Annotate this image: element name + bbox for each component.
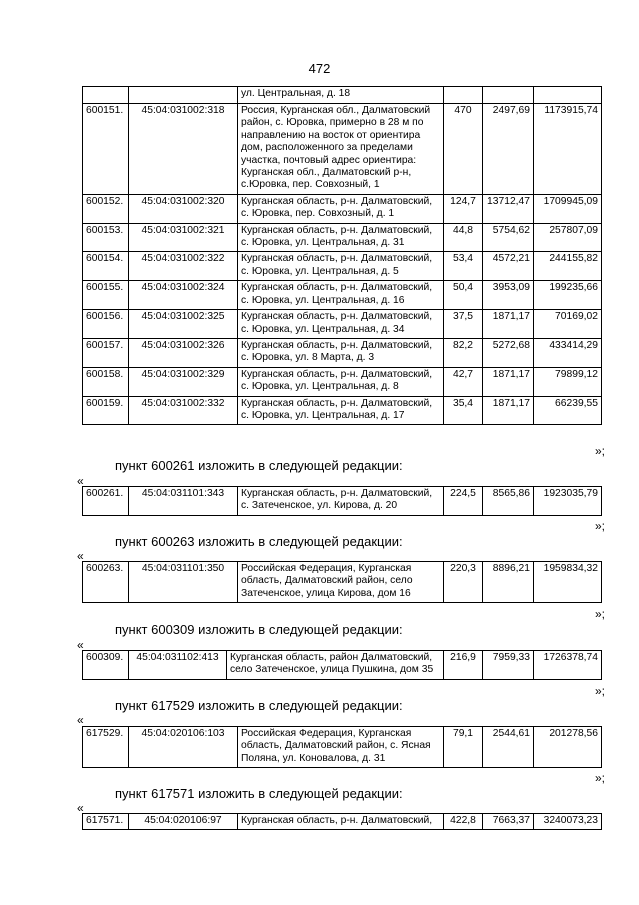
- table-row: [83, 281, 602, 310]
- address: ул. Центральная, д. 18: [238, 87, 444, 104]
- opening-quote: «: [77, 549, 84, 563]
- cadastral-number: 45:04:031102:413: [129, 651, 227, 680]
- area: 44,8: [444, 223, 483, 252]
- cadastral-value: 199235,66: [534, 281, 602, 310]
- cadastral-value: 257807,09: [534, 223, 602, 252]
- table-row: [83, 487, 602, 516]
- row-number: 600158.: [83, 367, 129, 396]
- price: 1871,17: [483, 367, 534, 396]
- closing-quote: »;: [595, 607, 606, 621]
- cadastral-value: 1726378,74: [534, 651, 602, 680]
- price: 1871,17: [483, 396, 534, 425]
- cadastral-number: [129, 87, 238, 104]
- cadastral-number: 45:04:031002:321: [129, 223, 238, 252]
- price: 1871,17: [483, 310, 534, 339]
- cadastral-number: 45:04:031101:350: [129, 562, 238, 603]
- cadastral-value: 70169,02: [534, 310, 602, 339]
- address: Российская Федерация, Курганская область, Далматовский район, село Затеченское, улица Кирова, дом 16: [238, 562, 444, 603]
- section-paragraph: пункт 600261 изложить в следующей редакции:: [115, 458, 403, 473]
- price: 13712,47: [483, 194, 534, 223]
- row-number: 600157.: [83, 338, 129, 367]
- cadastral-number: 45:04:031101:343: [129, 487, 238, 516]
- address: Курганская область, р-н. Далматовский, с. Юровка, ул. Центральная, д. 17: [238, 396, 444, 425]
- section-paragraph: пункт 600263 изложить в следующей редакции:: [115, 534, 403, 549]
- address: Курганская область, р-н. Далматовский,: [238, 814, 444, 830]
- address: Курганская область, р-н. Далматовский, с. Юровка, ул. Центральная, д. 16: [238, 281, 444, 310]
- cadastral-number: 45:04:031002:325: [129, 310, 238, 339]
- cadastral-number: 45:04:031002:329: [129, 367, 238, 396]
- table-row: [83, 338, 602, 367]
- area: 124,7: [444, 194, 483, 223]
- cadastral-value: 66239,55: [534, 396, 602, 425]
- opening-quote: «: [77, 638, 84, 652]
- price: 4572,21: [483, 252, 534, 281]
- row-number: 617529.: [83, 727, 129, 768]
- table-row: [83, 104, 602, 195]
- cadastral-value: 433414,29: [534, 338, 602, 367]
- address: Россия, Курганская обл., Далматовский район, с. Юровка, примерно в 28 м по направлению на восток от ориентира дом, расположенного за пределами участка, почтовый адрес ориентира: Курганская обл., Далматовский р-н, с.Юровка, пер. Совхозный, 1: [238, 104, 444, 195]
- closing-quote: »;: [595, 444, 606, 458]
- cadastral-number: 45:04:031002:320: [129, 194, 238, 223]
- area: 42,7: [444, 367, 483, 396]
- cadastral-value: [534, 87, 602, 104]
- cadastral-value: 3240073,23: [534, 814, 602, 830]
- table-row: [83, 252, 602, 281]
- area: 220,3: [444, 562, 483, 603]
- price: 5754,62: [483, 223, 534, 252]
- row-number: 600156.: [83, 310, 129, 339]
- price: 2544,61: [483, 727, 534, 768]
- area: 79,1: [444, 727, 483, 768]
- area: 422,8: [444, 814, 483, 830]
- section-paragraph: пункт 617529 изложить в следующей редакции:: [115, 698, 403, 713]
- table-row: [83, 562, 602, 603]
- opening-quote: «: [77, 801, 84, 815]
- address: Курганская область, р-н. Далматовский, с. Юровка, ул. Центральная, д. 8: [238, 367, 444, 396]
- amendment-table: [82, 486, 602, 516]
- address: Курганская область, р-н. Далматовский, с. Юровка, пер. Совхозный, д. 1: [238, 194, 444, 223]
- cadastral-value: 244155,82: [534, 252, 602, 281]
- amendment-table: [82, 650, 602, 680]
- price: 3953,09: [483, 281, 534, 310]
- table-row: [83, 814, 602, 830]
- row-number: 600159.: [83, 396, 129, 425]
- price: 2497,69: [483, 104, 534, 195]
- table-row: [83, 87, 602, 104]
- row-number: 600309.: [83, 651, 129, 680]
- table-row: [83, 367, 602, 396]
- cadastral-value: 1709945,09: [534, 194, 602, 223]
- cadastral-number: 45:04:031002:326: [129, 338, 238, 367]
- table-row: [83, 223, 602, 252]
- table-row: [83, 651, 602, 680]
- cadastral-number: 45:04:031002:324: [129, 281, 238, 310]
- price: 5272,68: [483, 338, 534, 367]
- address: Курганская область, р-н. Далматовский, с. Юровка, ул. Центральная, д. 5: [238, 252, 444, 281]
- area: 216,9: [444, 651, 483, 680]
- row-number: 600154.: [83, 252, 129, 281]
- price: 7959,33: [483, 651, 534, 680]
- row-number: 600155.: [83, 281, 129, 310]
- cadastral-number: 45:04:020106:97: [129, 814, 238, 830]
- table-row: [83, 727, 602, 768]
- table-row: [83, 396, 602, 425]
- section-paragraph: пункт 617571 изложить в следующей редакции:: [115, 786, 403, 801]
- cadastral-value: 1173915,74: [534, 104, 602, 195]
- cadastral-number: 45:04:020106:103: [129, 727, 238, 768]
- address: Курганская область, р-н. Далматовский, с. Юровка, ул. 8 Марта, д. 3: [238, 338, 444, 367]
- closing-quote: »;: [595, 519, 606, 533]
- row-number: 600261.: [83, 487, 129, 516]
- area: 35,4: [444, 396, 483, 425]
- row-number: 600263.: [83, 562, 129, 603]
- amendment-table: [82, 561, 602, 603]
- cadastral-value: 201278,56: [534, 727, 602, 768]
- row-number: 600153.: [83, 223, 129, 252]
- opening-quote: «: [77, 474, 84, 488]
- page-number: 472: [308, 61, 331, 76]
- price: 8896,21: [483, 562, 534, 603]
- area: 82,2: [444, 338, 483, 367]
- cadastral-number: 45:04:031002:318: [129, 104, 238, 195]
- area: 470: [444, 104, 483, 195]
- address: Российская Федерация, Курганская область, Далматовский район, с. Ясная Поляна, ул. Коновалова, д. 31: [238, 727, 444, 768]
- address: Курганская область, район Далматовский, село Затеченское, улица Пушкина, дом 35: [227, 651, 444, 680]
- table-row: [83, 310, 602, 339]
- closing-quote: »;: [595, 771, 606, 785]
- area: 53,4: [444, 252, 483, 281]
- section-paragraph: пункт 600309 изложить в следующей редакции:: [115, 622, 403, 637]
- cadastral-number: 45:04:031002:332: [129, 396, 238, 425]
- cadastral-value: 1959834,32: [534, 562, 602, 603]
- row-number: [83, 87, 129, 104]
- amendment-table: [82, 726, 602, 768]
- row-number: 600152.: [83, 194, 129, 223]
- area: 224,5: [444, 487, 483, 516]
- area: 37,5: [444, 310, 483, 339]
- table-row: [83, 194, 602, 223]
- area: [444, 87, 483, 104]
- amendment-table: [82, 813, 602, 830]
- row-number: 617571.: [83, 814, 129, 830]
- price: [483, 87, 534, 104]
- cadastral-number: 45:04:031002:322: [129, 252, 238, 281]
- main-table: [82, 86, 602, 425]
- address: Курганская область, р-н. Далматовский, с. Затеченское, ул. Кирова, д. 20: [238, 487, 444, 516]
- opening-quote: «: [77, 713, 84, 727]
- price: 7663,37: [483, 814, 534, 830]
- address: Курганская область, р-н. Далматовский, с. Юровка, ул. Центральная, д. 34: [238, 310, 444, 339]
- price: 8565,86: [483, 487, 534, 516]
- area: 50,4: [444, 281, 483, 310]
- address: Курганская область, р-н. Далматовский, с. Юровка, ул. Центральная, д. 31: [238, 223, 444, 252]
- cadastral-value: 1923035,79: [534, 487, 602, 516]
- cadastral-value: 79899,12: [534, 367, 602, 396]
- row-number: 600151.: [83, 104, 129, 195]
- closing-quote: »;: [595, 684, 606, 698]
